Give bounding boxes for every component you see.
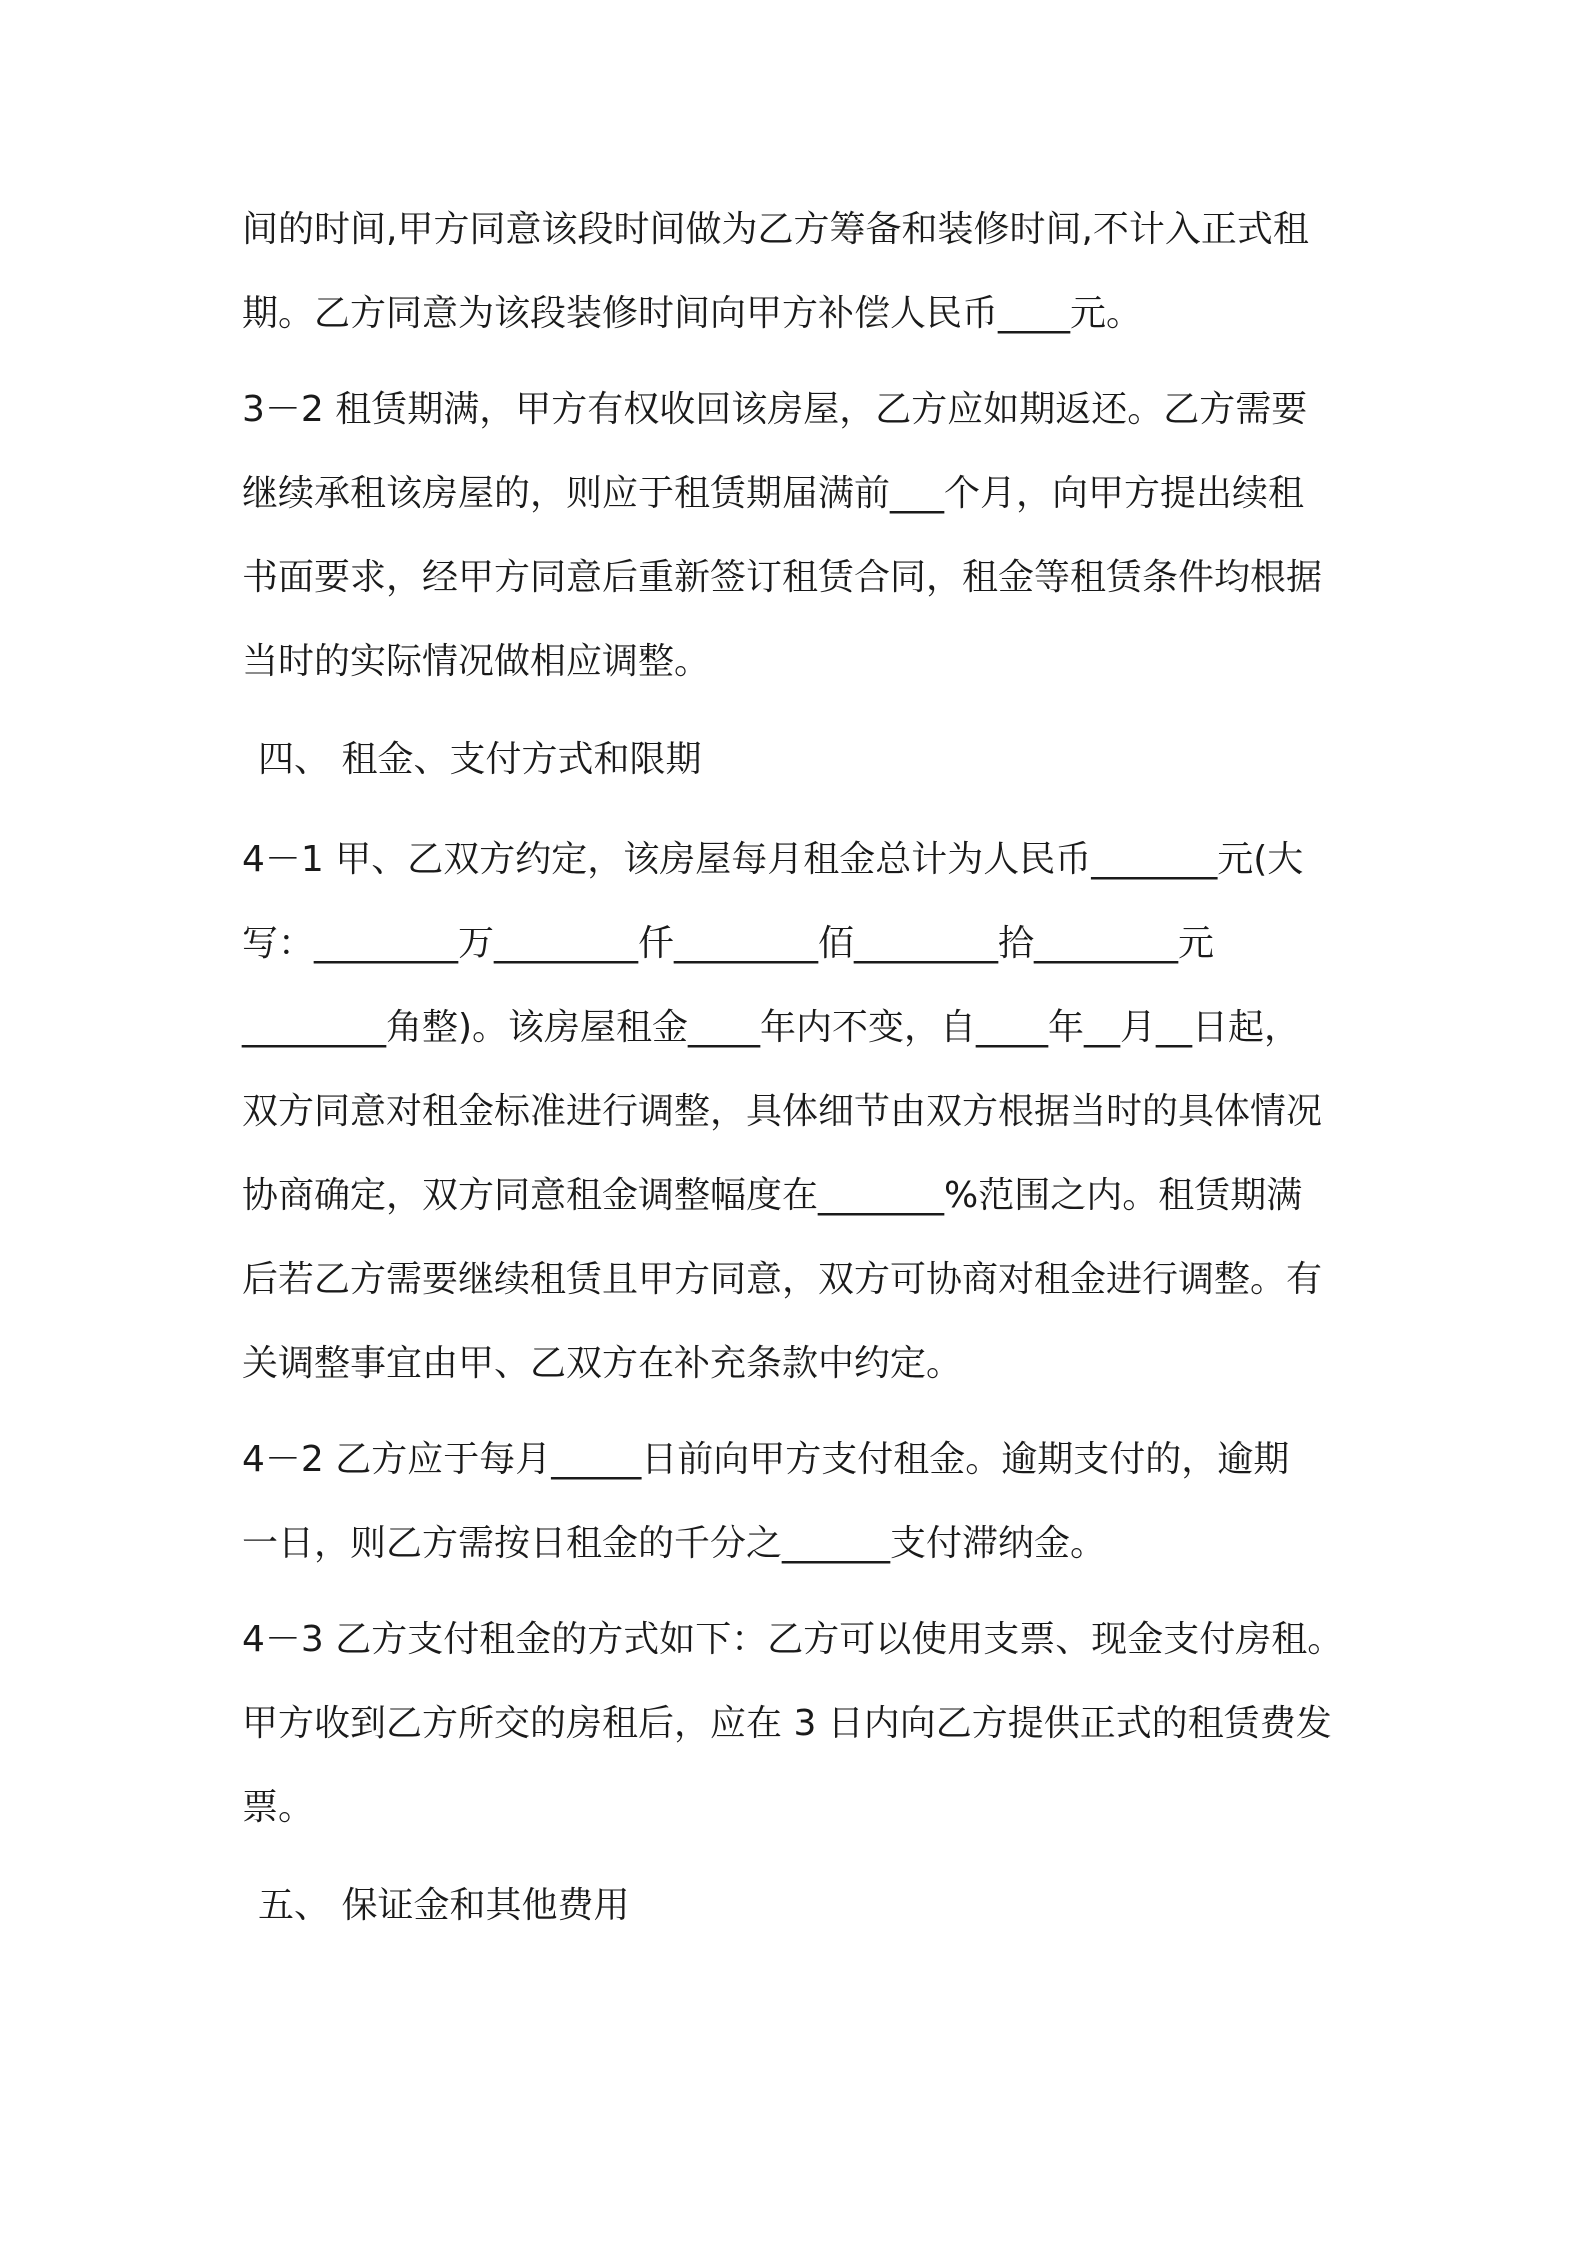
text-line: 票。 bbox=[242, 1787, 315, 1828]
text-line: 3－2 租赁期满，甲方有权收回该房屋，乙方应如期返还。乙方需要 bbox=[242, 389, 1308, 430]
text-line: 书面要求，经甲方同意后重新签订租赁合同，租金等租赁条件均根据 bbox=[242, 557, 1323, 598]
text-line: 4－1 甲、乙双方约定，该房屋每月租金总计为人民币_______元(大 bbox=[242, 839, 1304, 880]
text-line: 4－3 乙方支付租金的方式如下：乙方可以使用支票、现金支付房租。 bbox=[242, 1619, 1344, 1660]
text-line: 双方同意对租金标准进行调整，具体细节由双方根据当时的具体情况 bbox=[242, 1091, 1323, 1132]
text-line: 间的时间,甲方同意该段时间做为乙方筹备和装修时间,不计入正式租 bbox=[242, 209, 1309, 250]
text-line: 4－2 乙方应于每月_____日前向甲方支付租金。逾期支付的，逾期 bbox=[242, 1439, 1290, 1480]
text-line: 写：________万________仟________佰________拾________元 bbox=[242, 923, 1214, 964]
text-line: ________角整)。该房屋租金____年内不变，自____年__月__日起， bbox=[242, 1007, 1301, 1048]
text-line: 关调整事宜由甲、乙双方在补充条款中约定。 bbox=[242, 1343, 963, 1384]
section-heading: 四、 租金、支付方式和限期 bbox=[258, 739, 702, 780]
text-line: 继续承租该房屋的，则应于租赁期届满前___个月，向甲方提出续租 bbox=[242, 473, 1305, 514]
section-heading: 五、 保证金和其他费用 bbox=[258, 1885, 630, 1926]
text-line: 一日，则乙方需按日租金的千分之______支付滞纳金。 bbox=[242, 1523, 1107, 1564]
text-line: 甲方收到乙方所交的房租后，应在 3 日内向乙方提供正式的租赁费发 bbox=[242, 1703, 1332, 1744]
text-line: 协商确定，双方同意租金调整幅度在_______%范围之内。租赁期满 bbox=[242, 1175, 1303, 1216]
text-line: 当时的实际情况做相应调整。 bbox=[242, 641, 711, 682]
text-line: 期。乙方同意为该段装修时间向甲方补偿人民币____元。 bbox=[242, 293, 1143, 334]
text-line: 后若乙方需要继续租赁且甲方同意，双方可协商对租金进行调整。有 bbox=[242, 1259, 1323, 1300]
